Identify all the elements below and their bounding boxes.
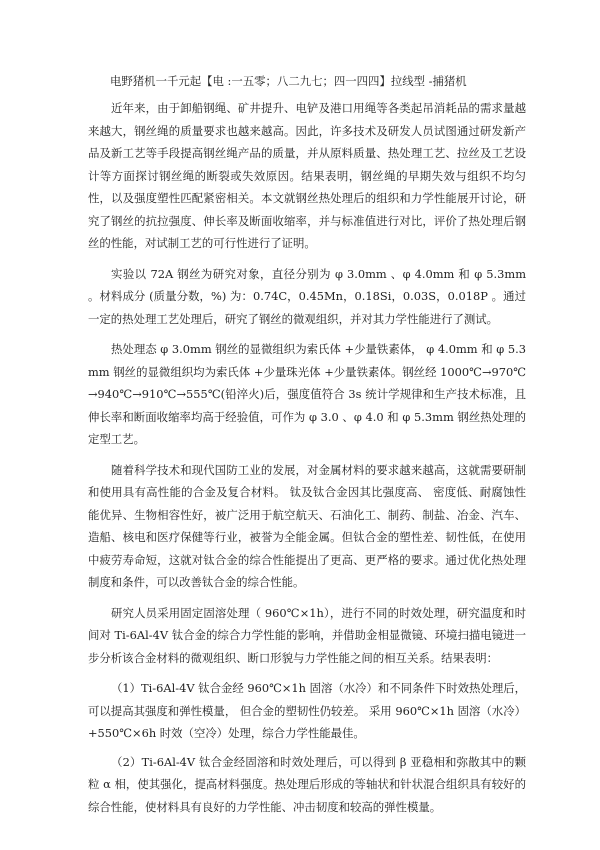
paragraph-conclusion-1: （1）Ti-6Al-4V 钛合金经 960℃×1h 固溶（水冷）和不同条件下时效热处理后，可以提高其强度和弹性模量， 但合金的塑韧性仍较差。 采用 960℃×1h 固溶（水冷）+550℃×6h 时效（空冷）处理，综合力学性能最佳。 — [88, 681, 527, 740]
document-body — [88, 70, 526, 824]
paragraph-conclusion-2: （2）Ti-6Al-4V 钛合金经固溶和时效处理后，可以得到 β 亚稳相和弥散其中的颗粒 α 相，使其强化，提高材料强度。热处理后形成的等轴状和针状混合组织具有较好的综合性能，使材料具有良好的力学性能、冲击韧度和较高的弹性模量。 — [88, 754, 526, 814]
paragraph-titanium-method: 研究人员采用固定固溶处理（ 960℃×1h），进行不同的时效处理，研究温度和时间对 Ti-6Al-4V 钛合金的综合力学性能的影响，并借助金相显微镜、环境扫描电镜进一步分析该合金材料的微观组织、断口形貌与力学性能之间的相互关系。结果表明： — [88, 605, 526, 665]
paragraph-experiment-material: 实验以 72A 钢丝为研究对象，直径分别为 φ 3.0mm 、φ 4.0mm 和 φ 5.3mm 。材料成分 (质量分数，%) 为：0.74C，0.45Mn，0.18Si，0.03S，0.018P 。通过一定的热处理工艺处理后，研究了钢丝的微观组织，并对其力学性能进行了测试。 — [88, 266, 526, 326]
paragraph-titanium-intro: 随着科学技术和现代国防工业的发展，对金属材料的要求越来越高，这就需要研制和使用具有高性能的合金及复合材料。 钛及钛合金因其比强度高、 密度低、耐腐蚀性能优异、生物相容性好，被广泛用于航空航天、石油化工、制药、制盐、冶金、汽车、造船、核电和医疗保健等行业，被誉为全能金属。但钛合金的塑性差、韧性低，在使用中疲劳寿命短，这就对钛合金的综合性能提出了更高、更严格的要求。通过优化热处理制度和条件，可以改善钛合金的综合性能。 — [88, 462, 526, 589]
paragraph-wire-rope-intro: 近年来，由于卸船钢绳、矿井提升、电铲及港口用绳等各类起吊消耗品的需求量越来越大，钢丝绳的质量要求也越来越高。因此，许多技术及研发人员试图通过研发新产品及新工艺等手段提高钢丝绳产品的质量，并从原料质量、热处理工艺、拉丝及工艺设计等方面探讨钢丝绳的断裂或失效原因。结果表明，钢丝绳的早期失效与组织不均匀性，以及强度塑性匹配紧密相关。本文就钢丝热处理后的组织和力学性能展开讨论，研究了钢丝的抗拉强度、伸长率及断面收缩率，并与标准值进行对比，评价了热处理后钢丝的性能，对试制工艺的可行性进行了证明。 — [88, 101, 526, 250]
paragraph-heat-treatment-results: 热处理态 φ 3.0mm 钢丝的显微组织为索氏体 +少量铁素体， φ 4.0mm 和 φ 5.3mm 钢丝的显微组织均为索氏体 +少量珠光体 +少量铁素体。钢丝经 1000℃→970℃→940℃→910℃→555℃(铅淬火)后，强度值符合 3s 统计学规律和生产技术标准，且伸长率和断面收缩率均高于经验值，可作为 φ 3.0 、φ 4.0 和 φ 5.3mm 钢丝热处理的定型工艺。 — [88, 342, 526, 446]
document-title: 电野猪机一千元起【电 :一五零；八二九七；四一四四】拉线型 -捕猪机 — [110, 74, 467, 88]
